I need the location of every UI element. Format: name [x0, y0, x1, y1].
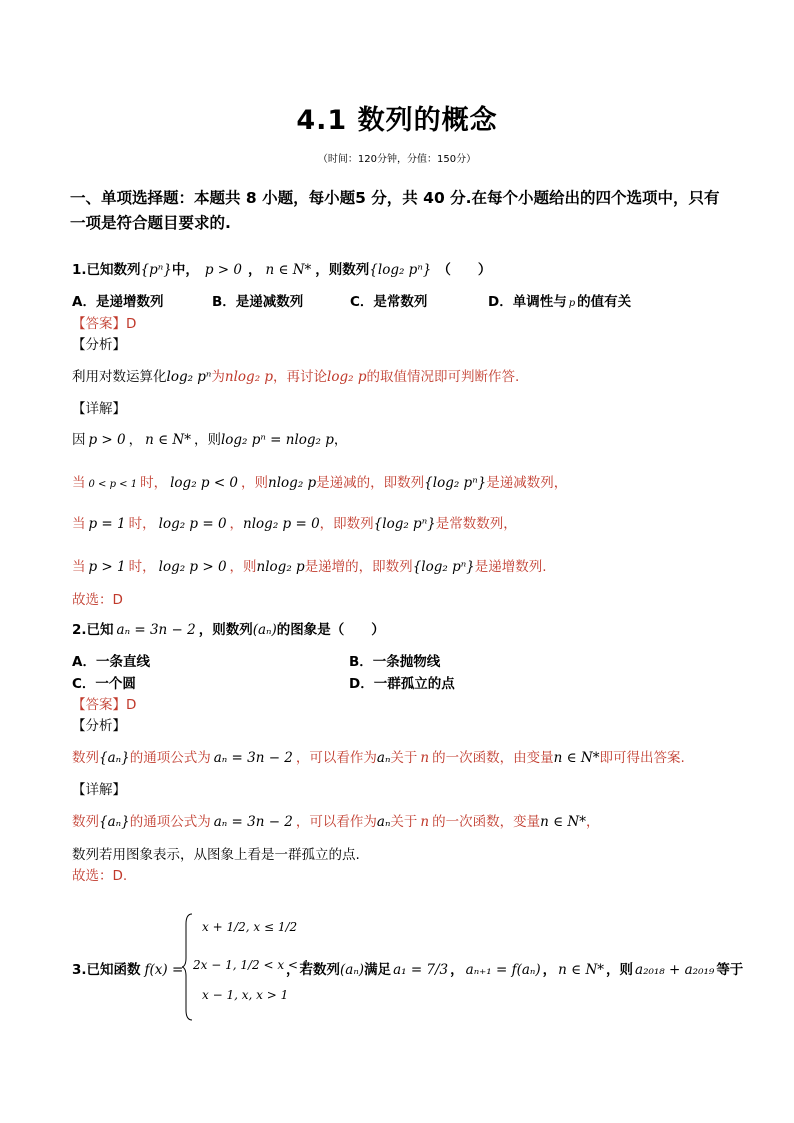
detail-text: 是递增数列. — [474, 559, 547, 575]
q3-stem-text: ，若数列 — [286, 962, 340, 978]
q2-detail-text: 数列 — [72, 814, 99, 830]
q2-detail-label: 【详解】 — [72, 782, 126, 798]
q2-analysis-math: aₙ = 3n − 2 — [213, 750, 293, 766]
q1-analysis-text: 为 — [211, 369, 225, 385]
detail-text: ， — [229, 516, 244, 532]
detail-math: 0 < p < 1 — [88, 479, 138, 490]
q1-detail-line4 — [72, 555, 547, 575]
q1-stem-math: {log₂ pⁿ} — [369, 262, 432, 278]
q1-stem-text: （ ） — [437, 262, 492, 278]
page-title: 4.1 数列的概念 — [296, 105, 498, 136]
detail-text: 当 — [72, 516, 86, 532]
q3-stem-math: (aₙ) — [340, 962, 365, 978]
q2-analysis-text: 关于 — [390, 750, 418, 766]
q1-option-d — [488, 290, 631, 310]
page-subtitle: （时间：120分钟，分值：150分） — [317, 154, 477, 165]
q2-answer — [72, 693, 136, 713]
q3-stem-lead — [72, 958, 183, 978]
q1-option-c: C．是常数列 — [350, 294, 428, 310]
q3-stem-text: ，则 — [606, 962, 634, 978]
q1-detail-label: 【详解】 — [72, 401, 126, 417]
detail-text: ， — [333, 432, 348, 448]
q1-detail-line1 — [72, 428, 347, 448]
q1-stem-text: 中， — [171, 262, 199, 278]
detail-text: 时， — [128, 559, 156, 575]
section-heading: 一、单项选择题：本题共 8 小题，每小题5 分，共 40 分.在每个小题给出的四个选项中，只有一项是符合题目要求的. — [70, 189, 720, 232]
detail-math: p = 1 — [88, 516, 126, 532]
q2-analysis-label: 【分析】 — [72, 718, 126, 734]
q2-analysis-text: 的通项公式为 — [129, 750, 211, 766]
q2-stem — [72, 618, 385, 638]
q3-stem-text: 等于 — [716, 962, 744, 978]
q1-answer-label: 【答案】 — [72, 316, 126, 332]
q2-option-d: D．一群孤立的点 — [349, 676, 455, 692]
q1-option-d-var: p — [568, 298, 576, 309]
q2-analysis-text: 的一次函数，由变量 — [432, 750, 554, 766]
detail-text: ，即数列 — [319, 516, 374, 532]
q1-option-d-text: D．单调性与 — [488, 294, 567, 310]
detail-math: p > 1 — [88, 559, 126, 575]
q1-stem-math: p > 0 — [204, 262, 242, 278]
detail-math: p > 0 — [88, 432, 126, 448]
detail-text: 时， — [140, 475, 168, 491]
q3-stem-text: 3.已知函数 — [72, 962, 141, 978]
q2-stem-math: (aₙ) — [252, 622, 277, 638]
q2-detail-line2: 数列若用图象表示，从图象上看是一群孤立的点. — [72, 847, 360, 863]
q1-analysis-text: 利用对数运算化 — [72, 369, 167, 385]
q3-function-name: f(x) = — [144, 962, 184, 978]
q1-answer — [72, 312, 136, 332]
q1-detail-line3 — [72, 512, 517, 532]
q1-stem-math: {pⁿ} — [140, 262, 172, 278]
detail-text: ，则 — [229, 559, 257, 575]
q2-analysis-math: n ∈ N* — [553, 750, 600, 766]
q2-stem-math: aₙ = 3n − 2 — [116, 622, 196, 638]
detail-math: log₂ p = 0 — [158, 516, 227, 532]
q1-conclusion: 故选：D — [72, 592, 123, 608]
q1-option-a: A．是递增数列 — [72, 294, 164, 310]
q1-stem-text: ， — [247, 262, 262, 278]
q3-stem-tail — [286, 958, 743, 978]
q3-stem-math: aₙ₊₁ = f(aₙ) — [465, 962, 541, 978]
q1-stem-math: n ∈ N* — [265, 262, 312, 278]
q1-analysis-label: 【分析】 — [72, 337, 126, 353]
detail-math: n ∈ N* — [145, 432, 191, 448]
detail-math: {log₂ pⁿ} — [424, 475, 487, 491]
q2-detail-math: {aₙ} — [99, 814, 130, 830]
detail-text: ， — [128, 432, 143, 448]
q2-detail-math: aₙ = 3n − 2 — [213, 814, 293, 830]
q2-analysis — [72, 746, 685, 766]
q2-answer-value: D — [126, 697, 137, 713]
q2-analysis-text: ，可以看作为 — [295, 750, 377, 766]
q3-stem-text: 满足 — [364, 962, 392, 978]
q2-detail-math: aₙ — [376, 814, 391, 830]
detail-math: log₂ p < 0 — [170, 475, 239, 491]
q1-option-b: B．是递减数列 — [212, 294, 304, 310]
q2-detail-math: n ∈ N* — [540, 814, 586, 830]
detail-text: ，则 — [241, 475, 269, 491]
detail-math: log₂ p > 0 — [158, 559, 227, 575]
q1-option-d-text: 的值有关 — [577, 294, 632, 310]
q2-option-a: A．一条直线 — [72, 654, 150, 670]
detail-text: 是递减数列， — [486, 475, 568, 491]
detail-math: {log₂ pⁿ} — [412, 559, 475, 575]
q3-stem-math: a₂₀₁₈ + a₂₀₁₉ — [635, 962, 715, 978]
q2-analysis-text: 数列 — [72, 750, 99, 766]
q1-analysis-text: ，再讨论 — [273, 369, 328, 385]
q1-analysis-math: log₂ p — [327, 369, 367, 385]
detail-text: 因 — [72, 432, 86, 448]
q2-stem-text: 的图象是（ ） — [276, 622, 385, 638]
detail-text: ，则 — [193, 432, 221, 448]
piecewise-case-3: x − 1, x, x > 1 — [202, 988, 289, 1002]
q3-stem-math: n ∈ N* — [558, 962, 605, 978]
q2-analysis-math: aₙ — [376, 750, 391, 766]
q2-detail-text: 关于 — [390, 814, 418, 830]
detail-math: {log₂ pⁿ} — [373, 516, 436, 532]
q2-conclusion: 故选：D. — [72, 868, 128, 884]
q1-detail-line2 — [72, 471, 567, 491]
q2-analysis-math: n — [420, 750, 430, 766]
q1-analysis — [72, 365, 519, 385]
piecewise-case-2: 2x − 1, 1/2 < x < 1 — [193, 958, 310, 972]
q1-analysis-math: log₂ pⁿ — [166, 369, 212, 385]
q2-option-c: C．一个圆 — [72, 676, 136, 692]
q3-stem-text: ， — [542, 962, 557, 978]
detail-text: 是递增的，即数列 — [304, 559, 413, 575]
q1-stem-text: 1.已知数列 — [72, 262, 141, 278]
q2-analysis-math: {aₙ} — [99, 750, 130, 766]
q2-detail-math: n — [420, 814, 430, 830]
q2-detail-line1 — [72, 810, 599, 830]
detail-text: 当 — [72, 559, 86, 575]
q1-answer-value: D — [126, 316, 137, 332]
q3-stem-math: a₁ = 7/3 — [393, 962, 449, 978]
detail-math: nlog₂ p — [256, 559, 305, 575]
q1-analysis-text: 的取值情况即可判断作答. — [366, 369, 520, 385]
q2-detail-text: 的通项公式为 — [129, 814, 211, 830]
detail-text: 当 — [72, 475, 86, 491]
q1-stem — [72, 258, 491, 278]
q1-analysis-math: nlog₂ p — [224, 369, 274, 385]
q2-stem-text: 2.已知 — [72, 622, 114, 638]
q2-detail-text: ，可以看作为 — [295, 814, 377, 830]
q3-stem-text: ， — [450, 962, 464, 978]
detail-math: log₂ pⁿ = nlog₂ p — [220, 432, 334, 448]
q2-answer-label: 【答案】 — [72, 697, 126, 713]
q2-stem-text: ，则数列 — [198, 622, 253, 638]
q2-detail-text: 的一次函数，变量 — [432, 814, 541, 830]
detail-math: nlog₂ p = 0 — [243, 516, 320, 532]
q2-detail-text: ， — [585, 814, 600, 830]
detail-math: nlog₂ p — [268, 475, 317, 491]
piecewise-case-1: x + 1/2, x ≤ 1/2 — [202, 920, 298, 934]
detail-text: 是常数数列， — [435, 516, 517, 532]
q2-analysis-text: 即可得出答案. — [599, 750, 685, 766]
detail-text: 是递减的，即数列 — [316, 475, 425, 491]
q2-option-b: B．一条抛物线 — [349, 654, 441, 670]
q1-stem-text: ，则数列 — [315, 262, 370, 278]
detail-text: 时， — [128, 516, 156, 532]
